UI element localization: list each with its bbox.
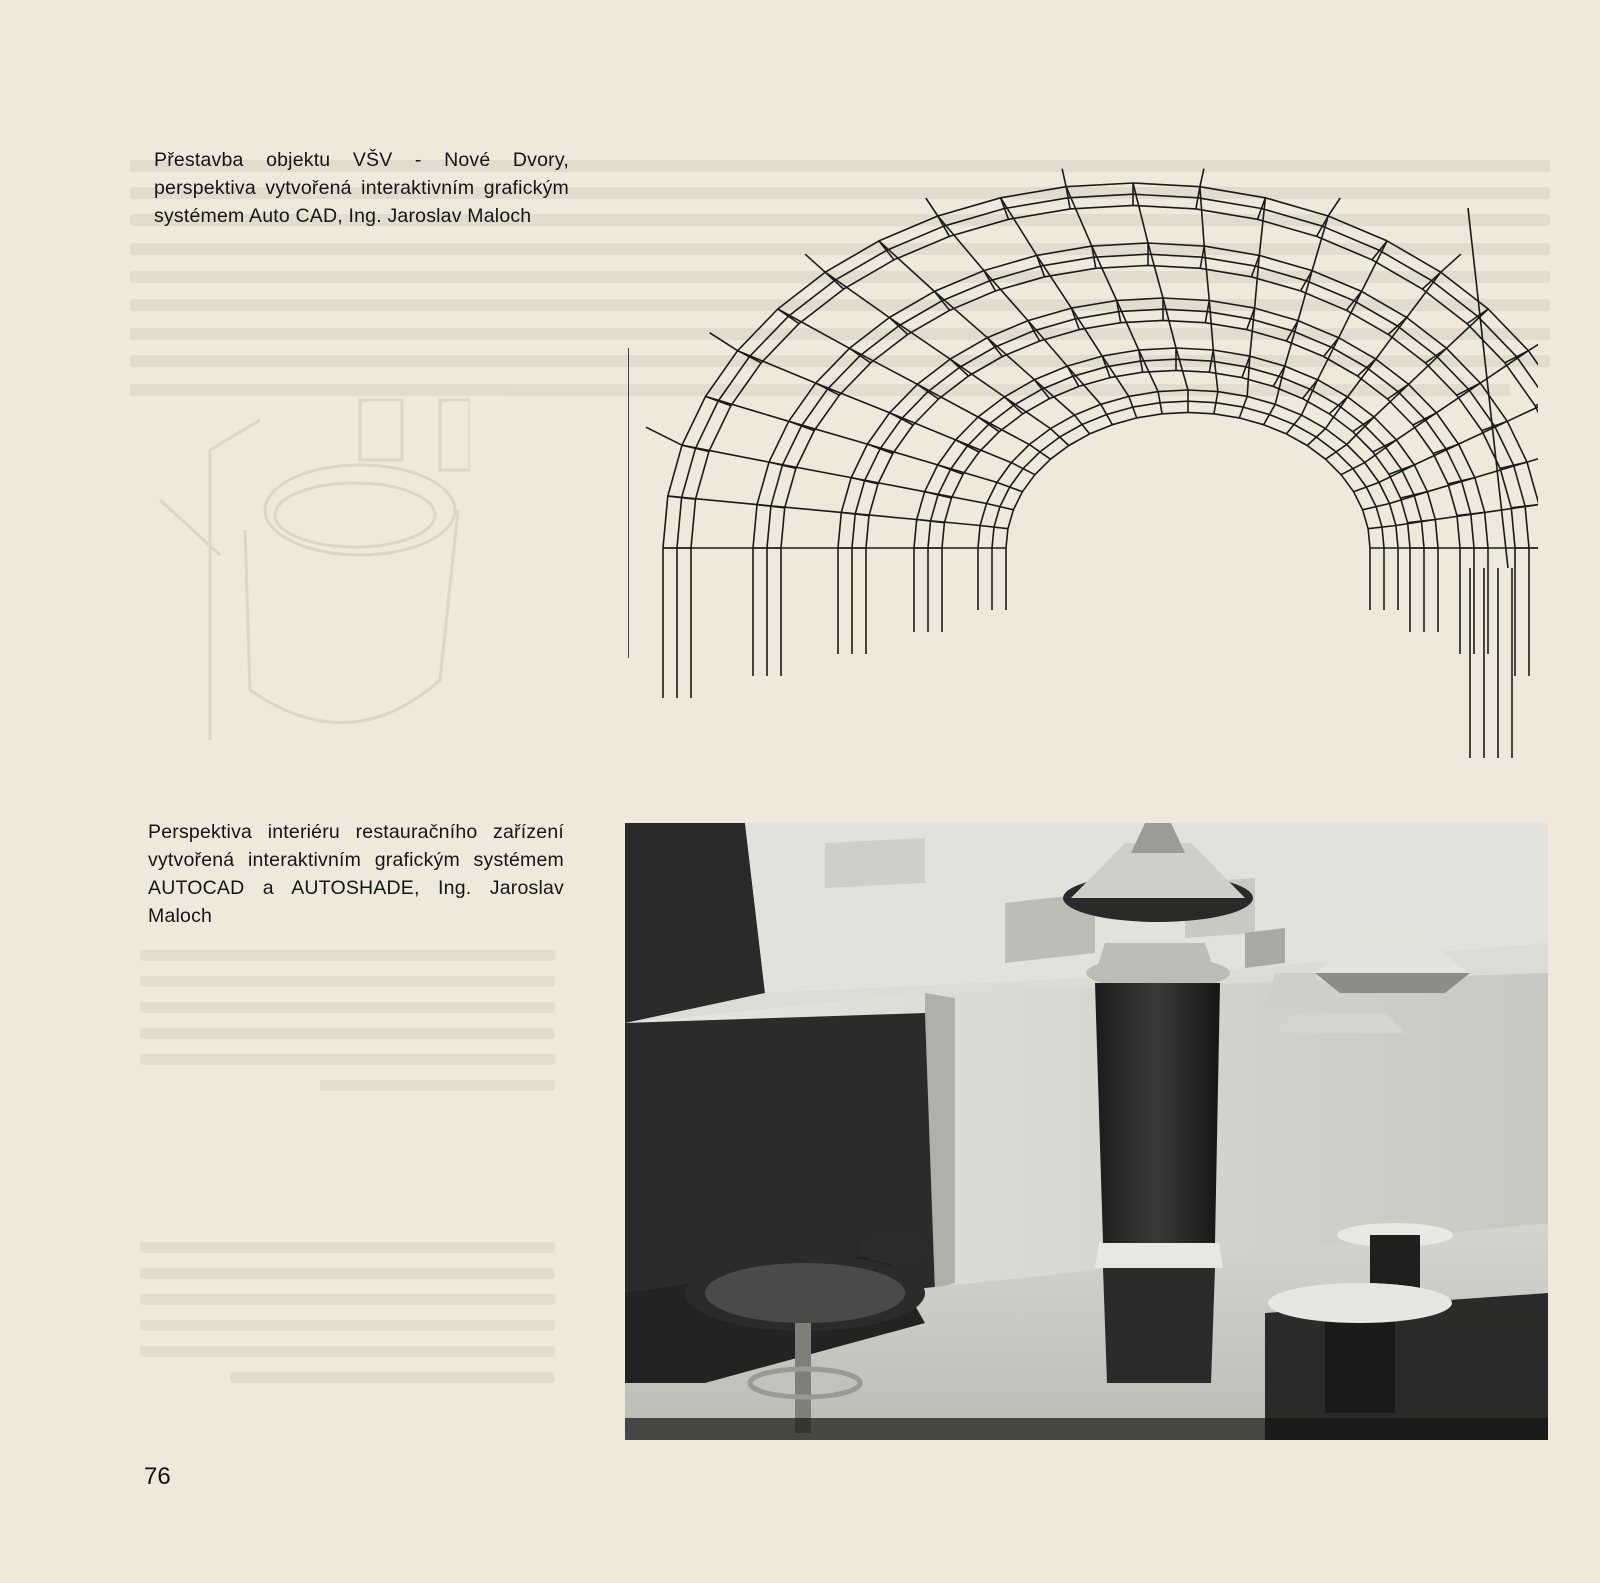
page-number: 76 <box>144 1463 171 1490</box>
vault-wireframe-drawing <box>628 148 1538 774</box>
interior-render-image <box>625 823 1548 1440</box>
figure-caption-vault: Přestavba objektu VŠV - Nové Dvory, perspektiva vytvořená interaktivním grafickým systémem Auto CAD, Ing. Jaroslav Maloch <box>154 149 569 227</box>
figure-caption-interior: Perspektiva interiéru restauračního zařízení vytvořená interaktivním grafickým systémem AUTOCAD a AUTOSHADE, Ing. Jaroslav Maloch <box>148 821 564 927</box>
